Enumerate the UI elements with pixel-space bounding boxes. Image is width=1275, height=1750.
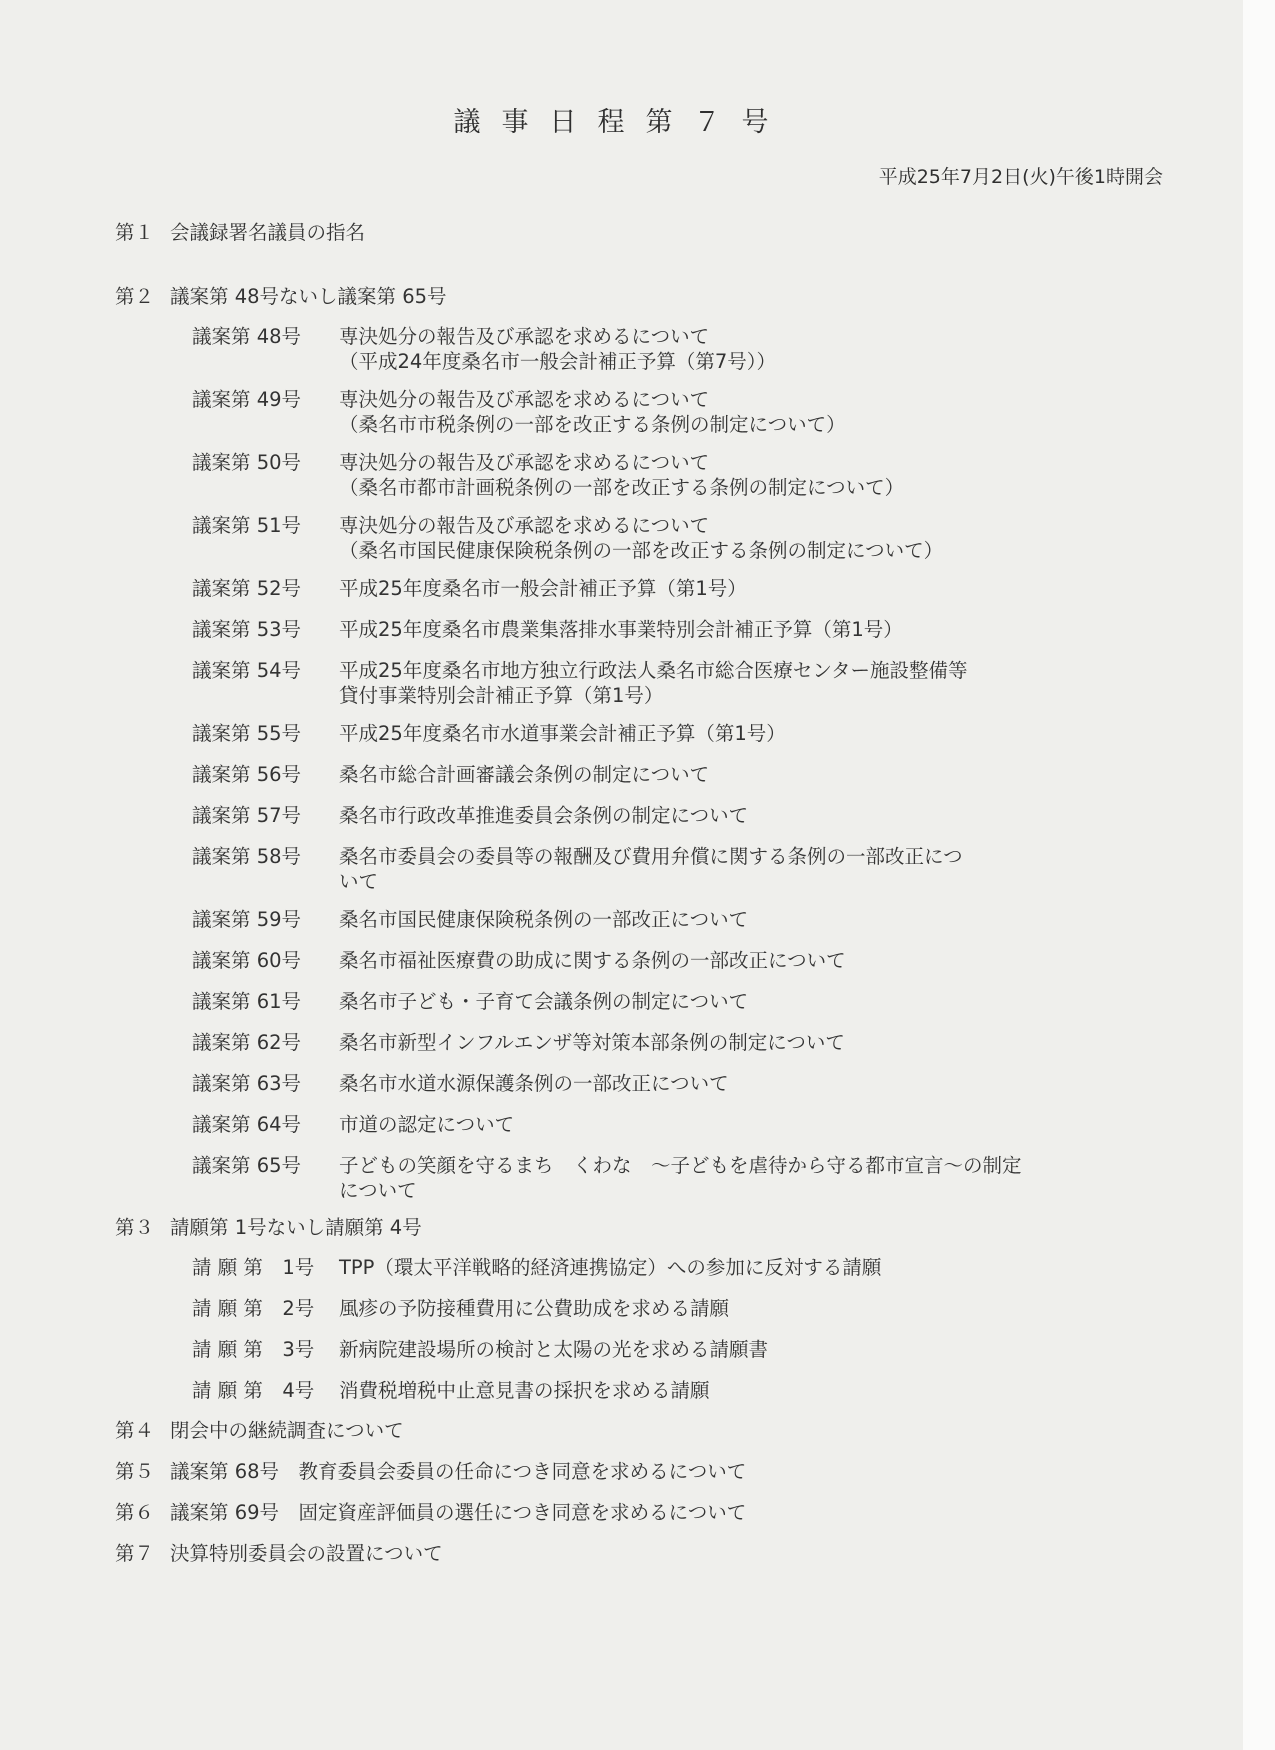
section-title: 請願第 1号ないし請願第 4号 xyxy=(170,1216,422,1239)
item-description-line: 消費税増税中止意見書の採択を求める請願 xyxy=(339,1379,710,1402)
agenda-item xyxy=(192,576,1115,601)
item-number: 議案第 59号 xyxy=(192,908,302,931)
item-description-line: 桑名市国民健康保険税条例の一部改正について xyxy=(339,908,749,931)
item-description-line: 桑名市行政改革推進委員会条例の制定について xyxy=(339,804,749,827)
item-description-line: （桑名市市税条例の一部を改正する条例の制定について） xyxy=(339,413,846,436)
item-number: 議案第 53号 xyxy=(192,618,302,641)
item-description xyxy=(339,1255,1115,1280)
item-description-line: 平成25年度桑名市水道事業会計補正予算（第1号） xyxy=(339,722,786,745)
section-title: 決算特別委員会の設置について xyxy=(170,1542,443,1565)
agenda-item xyxy=(192,617,1115,642)
item-description-line: 専決処分の報告及び承認を求めるについて xyxy=(339,451,710,474)
agenda-item xyxy=(192,450,1115,500)
agenda-item xyxy=(192,1296,1115,1321)
item-number: 請 願 第 4号 xyxy=(192,1379,315,1402)
item-description xyxy=(339,1153,1115,1203)
section-title: 閉会中の継続調査について xyxy=(170,1419,404,1442)
agenda-item xyxy=(192,513,1115,563)
petition-list xyxy=(192,1255,1115,1403)
item-number: 議案第 65号 xyxy=(192,1154,302,1177)
item-number: 議案第 63号 xyxy=(192,1072,302,1095)
item-description xyxy=(339,907,1115,932)
item-number: 議案第 58号 xyxy=(192,845,302,868)
item-description xyxy=(339,576,1115,601)
item-description xyxy=(339,1030,1115,1055)
agenda-item xyxy=(192,1378,1115,1403)
item-description-line: 新病院建設場所の検討と太陽の光を求める請願書 xyxy=(339,1338,769,1361)
item-description xyxy=(339,658,1115,708)
agenda-item xyxy=(192,907,1115,932)
item-description-line: 桑名市子ども・子育て会議条例の制定について xyxy=(339,990,749,1013)
item-description-line: 桑名市水道水源保護条例の一部改正について xyxy=(339,1072,729,1095)
agenda-section-3 xyxy=(115,1215,1115,1241)
item-description xyxy=(339,1071,1115,1096)
item-number: 議案第 55号 xyxy=(192,722,302,745)
item-description-line: 市道の認定について xyxy=(339,1113,515,1136)
item-description-line: 平成25年度桑名市地方独立行政法人桑名市総合医療センター施設整備等 xyxy=(339,659,968,682)
item-description xyxy=(339,948,1115,973)
item-description-line: 平成25年度桑名市農業集落排水事業特別会計補正予算（第1号） xyxy=(339,618,903,641)
item-description-line: 風疹の予防接種費用に公費助成を求める請願 xyxy=(339,1297,730,1320)
item-number: 請 願 第 2号 xyxy=(192,1297,315,1320)
agenda-item xyxy=(192,989,1115,1014)
item-description xyxy=(339,387,1115,437)
item-description-line: （桑名市都市計画税条例の一部を改正する条例の制定について） xyxy=(339,476,905,499)
agenda-item xyxy=(192,762,1115,787)
item-number: 議案第 57号 xyxy=(192,804,302,827)
item-number: 請 願 第 3号 xyxy=(192,1338,315,1361)
item-number: 議案第 62号 xyxy=(192,1031,302,1054)
item-description xyxy=(339,324,1115,374)
agenda-section-4 xyxy=(115,1418,1115,1444)
item-description xyxy=(339,1337,1115,1362)
section-title: 議案第 69号 固定資産評価員の選任につき同意を求めるについて xyxy=(170,1501,747,1524)
session-date: 平成25年7月2日(火)午後1時開会 xyxy=(878,166,1163,188)
agenda-item xyxy=(192,1337,1115,1362)
item-description xyxy=(339,803,1115,828)
agenda-item xyxy=(192,1153,1115,1203)
item-description xyxy=(339,1296,1115,1321)
item-description xyxy=(339,1378,1115,1403)
section-title: 会議録署名議員の指名 xyxy=(170,221,366,244)
item-number: 議案第 56号 xyxy=(192,763,302,786)
item-description-line: 専決処分の報告及び承認を求めるについて xyxy=(339,388,710,411)
bill-list xyxy=(192,324,1115,1203)
item-number: 議案第 60号 xyxy=(192,949,302,972)
agenda-item xyxy=(192,948,1115,973)
item-description xyxy=(339,617,1115,642)
item-description xyxy=(339,844,1115,894)
agenda-section-7 xyxy=(115,1541,1115,1567)
item-number: 議案第 61号 xyxy=(192,990,302,1013)
item-description-line: 専決処分の報告及び承認を求めるについて xyxy=(339,514,710,537)
page-title: 議事日程第７号 xyxy=(453,107,790,138)
agenda-item xyxy=(192,1112,1115,1137)
item-number: 議案第 64号 xyxy=(192,1113,302,1136)
item-description-line: 桑名市新型インフルエンザ等対策本部条例の制定について xyxy=(339,1031,845,1054)
agenda-item xyxy=(192,1255,1115,1280)
item-description-line: 桑名市福祉医療費の助成に関する条例の一部改正について xyxy=(339,949,846,972)
item-description xyxy=(339,1112,1115,1137)
item-description-line: 子どもの笑顔を守るまち くわな ～子どもを虐待から守る都市宣言～の制定 xyxy=(339,1154,1022,1177)
agenda-section-2 xyxy=(115,284,1115,310)
agenda-item xyxy=(192,721,1115,746)
item-description-line: 桑名市総合計画審議会条例の制定について xyxy=(339,763,710,786)
item-description-line: について xyxy=(339,1179,417,1202)
item-description-line: 桑名市委員会の委員等の報酬及び費用弁償に関する条例の一部改正につ xyxy=(339,845,963,868)
section-number: 第５ xyxy=(115,1460,155,1483)
section-number: 第２ xyxy=(115,285,155,308)
agenda-item xyxy=(192,387,1115,437)
item-number: 議案第 52号 xyxy=(192,577,302,600)
section-number: 第１ xyxy=(115,221,155,244)
item-description xyxy=(339,450,1115,500)
agenda-item xyxy=(192,844,1115,894)
agenda-section-1 xyxy=(115,220,1115,246)
agenda-item xyxy=(192,324,1115,374)
section-number: 第６ xyxy=(115,1501,155,1524)
item-description-line: 専決処分の報告及び承認を求めるについて xyxy=(339,325,710,348)
item-description xyxy=(339,721,1115,746)
agenda-item xyxy=(192,803,1115,828)
section-title: 議案第 48号ないし議案第 65号 xyxy=(170,285,447,308)
item-number: 議案第 49号 xyxy=(192,388,302,411)
item-description-line: 貸付事業特別会計補正予算（第1号） xyxy=(339,684,664,707)
section-title: 議案第 68号 教育委員会委員の任命につき同意を求めるについて xyxy=(170,1460,747,1483)
item-description xyxy=(339,762,1115,787)
item-description-line: （平成24年度桑名市一般会計補正予算（第7号）） xyxy=(339,350,776,373)
item-description-line: いて xyxy=(339,870,379,893)
section-number: 第７ xyxy=(115,1542,155,1565)
agenda-item xyxy=(192,1071,1115,1096)
item-number: 請 願 第 1号 xyxy=(192,1256,315,1279)
agenda-section-6 xyxy=(115,1500,1115,1526)
agenda-item xyxy=(192,658,1115,708)
agenda-item xyxy=(192,1030,1115,1055)
item-description-line: 平成25年度桑名市一般会計補正予算（第1号） xyxy=(339,577,747,600)
item-description-line: （桑名市国民健康保険税条例の一部を改正する条例の制定について） xyxy=(339,539,944,562)
section-number: 第４ xyxy=(115,1419,155,1442)
item-description-line: TPP（環太平洋戦略的経済連携協定）への参加に反対する請願 xyxy=(339,1256,882,1279)
scan-edge xyxy=(1243,0,1275,1750)
item-number: 議案第 48号 xyxy=(192,325,302,348)
item-number: 議案第 54号 xyxy=(192,659,302,682)
agenda xyxy=(115,220,1115,1567)
item-description xyxy=(339,513,1115,563)
item-number: 議案第 51号 xyxy=(192,514,302,537)
item-description xyxy=(339,989,1115,1014)
section-number: 第３ xyxy=(115,1216,155,1239)
agenda-section-5 xyxy=(115,1459,1115,1485)
item-number: 議案第 50号 xyxy=(192,451,302,474)
